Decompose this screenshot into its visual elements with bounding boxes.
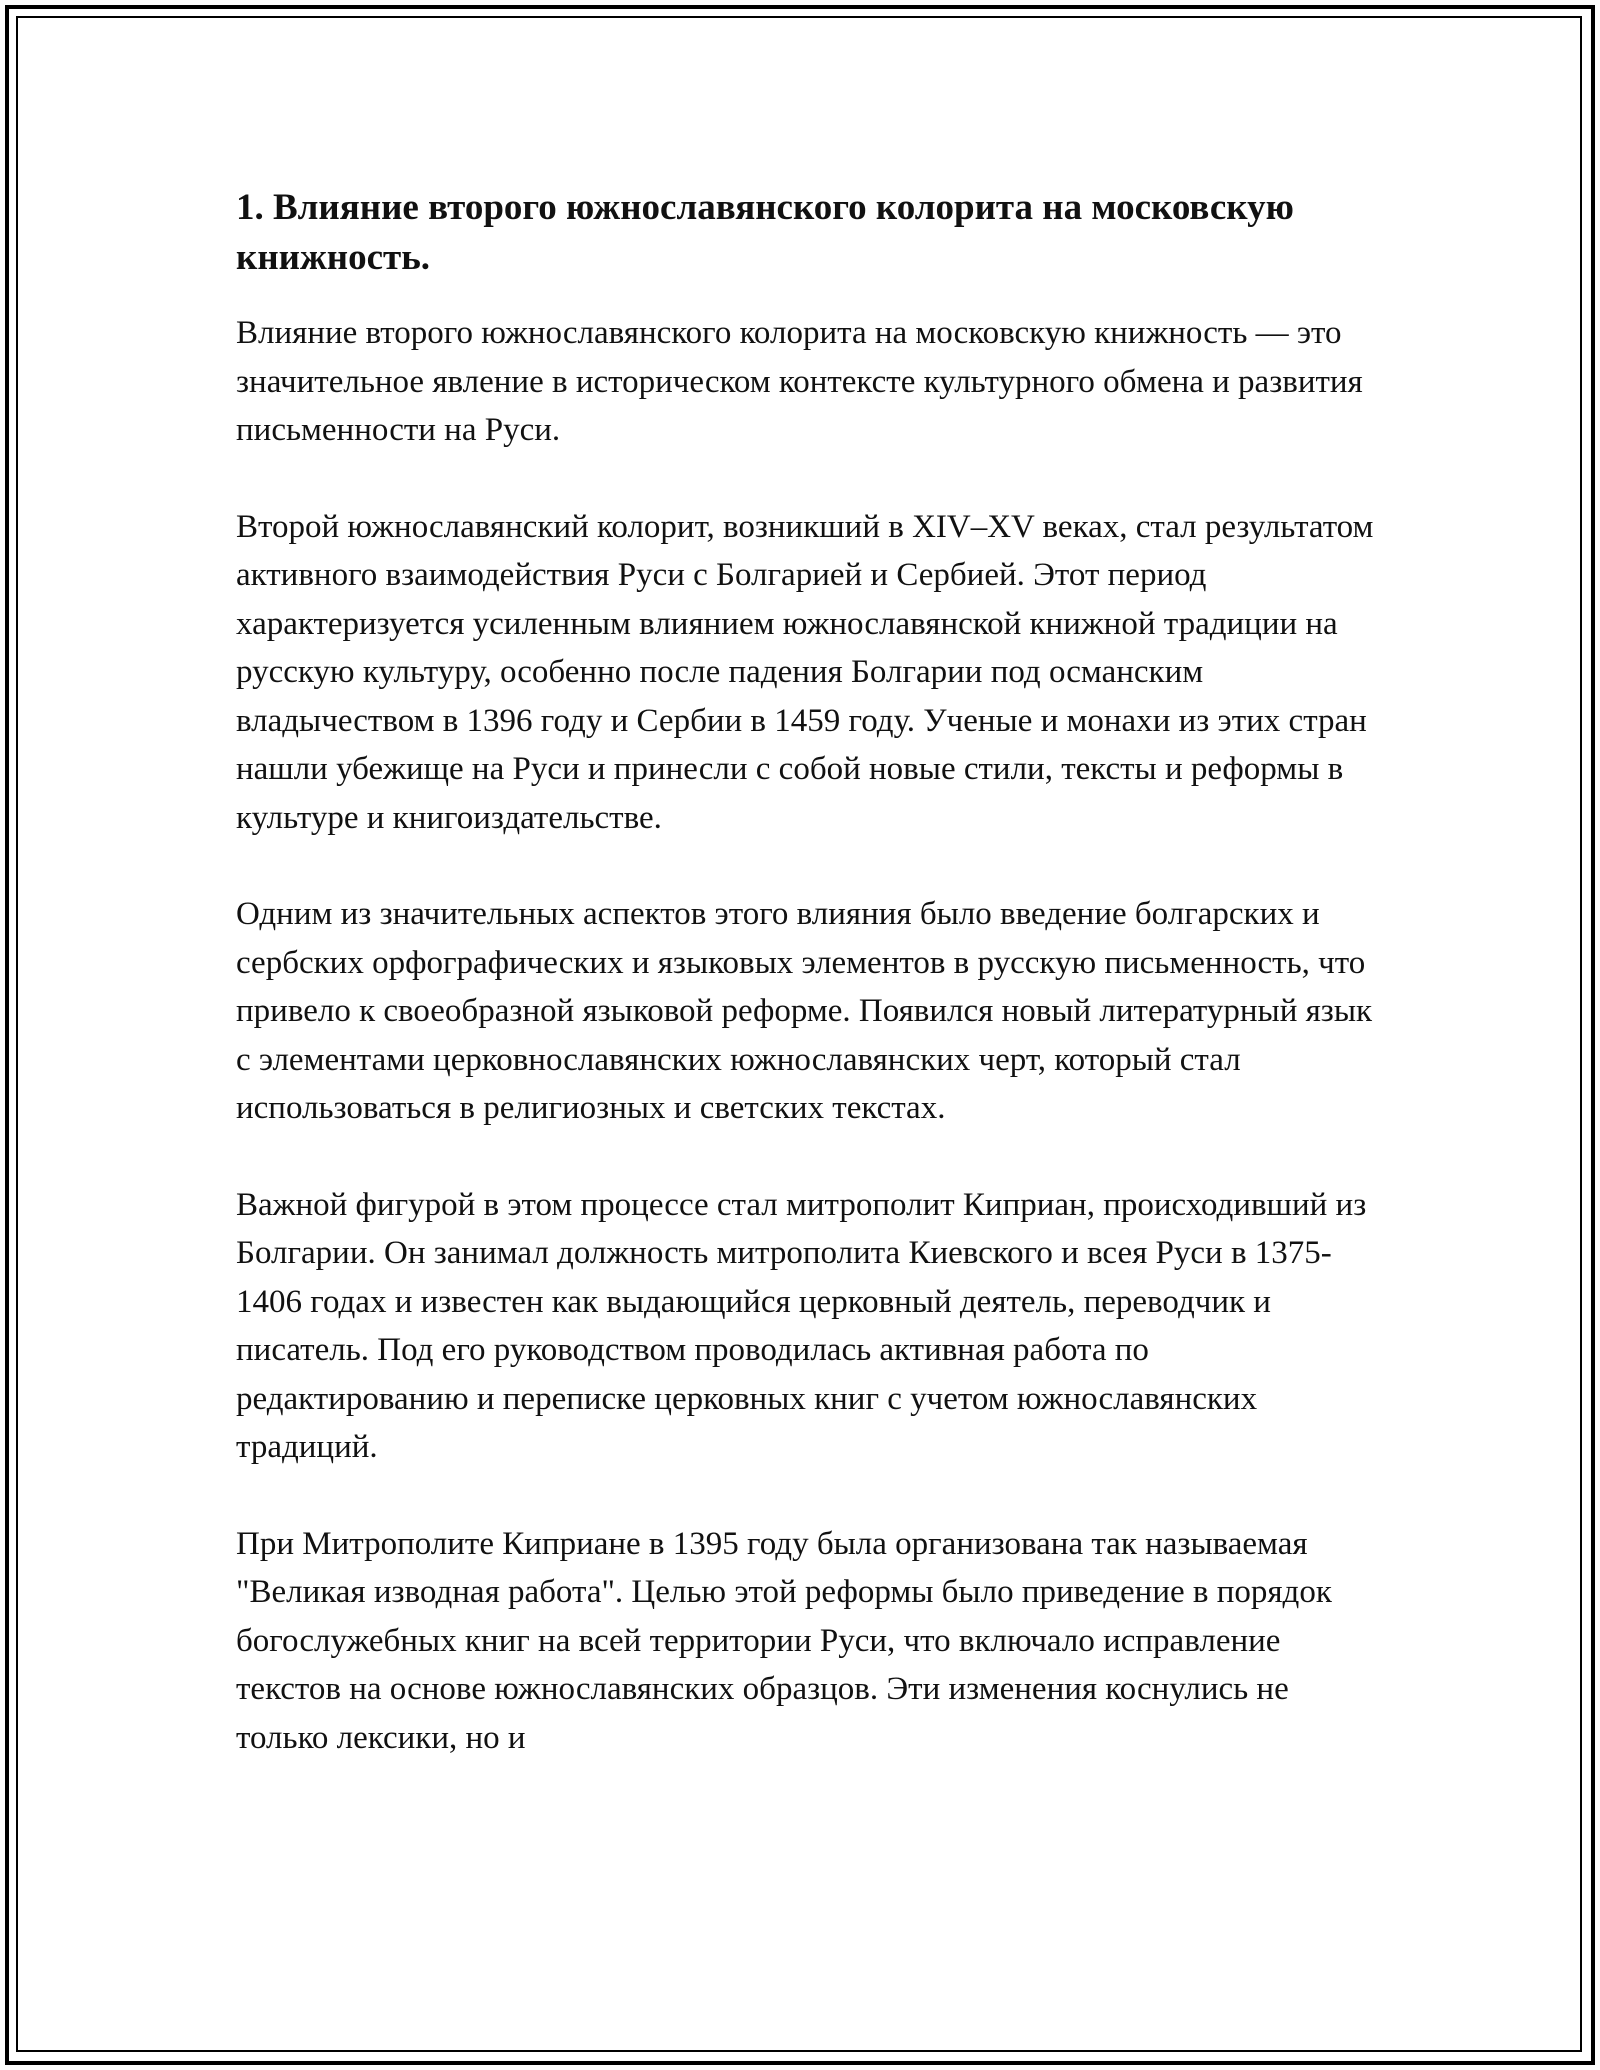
paragraph-2: Второй южнославянский колорит, возникший в XIV–XV веках, стал результатом активного взаимодействия Руси с Болгарией и Сербией. Этот период характеризуется усиленным влиянием южнославянской книжной традиции на русскую культуру, особенно после падения Болгарии под османским владычеством в 1396 году и Сербии в 1459 году. Ученые и монахи из этих стран нашли убежище на Руси и принесли с собой новые стили, тексты и реформы в культуре и книгоиздательстве. [236,508,1374,836]
paragraph-4: Важной фигурой в этом процессе стал митрополит Киприан, происходивший из Болгарии. Он занимал должность митрополита Киевского и всея Руси в 1375-1406 годах и известен как выдающийся церковный деятель, переводчик и писатель. Под его руководством проводилась активная работа по редактированию и переписке церковных книг с учетом южнославянских традиций. [236,1186,1367,1465]
paragraph-3: Одним из значительных аспектов этого влияния было введение болгарских и сербских орфографических и языковых элементов в русскую письменность, что привело к своеобразной языковой реформе. Появился новый литературный язык с элементами церковнославянских южнославянских черт, который стал использоваться в религиозных и светских текстах. [236,896,1373,1126]
paragraph-1: Влияние второго южнославянского колорита на московскую книжность — это значительное явление в историческом контексте культурного обмена и развития письменности на Руси. [236,315,1363,448]
paragraph-5: При Митрополите Киприане в 1395 году была организована так называемая "Великая изводная работа". Целью этой реформы было приведение в порядок богослужебных книг на всей территории Руси, что включало исправление текстов на основе южнославянских образцов. Эти изменения коснулись не только лексики, но и [236,1525,1332,1756]
section-heading: 1. Влияние второго южнославянского колорита на московскую книжность. [236,187,1294,278]
document-body [236,183,1386,1810]
